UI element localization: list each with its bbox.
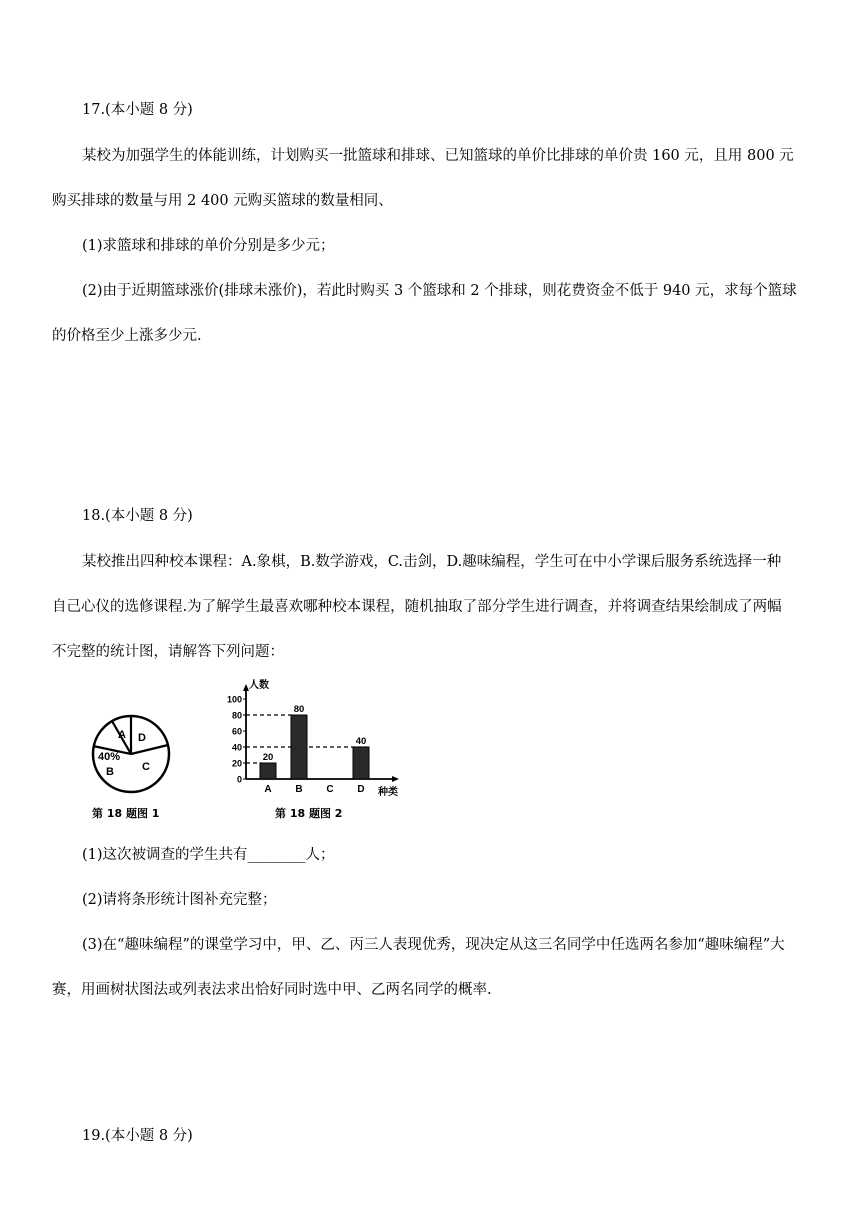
q17-part2-line1: (2)由于近期篮球涨价(排球未涨价)，若此时购买 3 个篮球和 2 个排球，则花费资金不低于 940 元，求每个篮球 [82, 283, 797, 299]
y-tick-label: 100 [226, 694, 242, 705]
y-tick-label: 0 [236, 774, 242, 785]
y-axis-label: 人数 [249, 680, 269, 691]
bar-b [291, 715, 307, 779]
q18-stem-line1: 某校推出四种校本课程：A.象棋，B.数学游戏，C.击剑，D.趣味编程，学生可在中小学课后服务系统选择一种 [82, 554, 782, 570]
x-tick-label: D [357, 784, 365, 795]
q18-part1: (1)这次被调查的学生共有________人； [82, 847, 335, 863]
bar-figure [222, 676, 412, 800]
q18-stem-line3: 不完整的统计图，请解答下列问题： [52, 644, 284, 660]
q17-heading: 17.(本小题 8 分) [82, 102, 193, 118]
pie-label-b: B [106, 766, 114, 778]
q17-part1: (1)求篮球和排球的单价分别是多少元； [82, 238, 335, 254]
bar-d [353, 747, 369, 779]
q18-part3-line1: (3)在“趣味编程”的课堂学习中，甲、乙、丙三人表现优秀，现决定从这三名同学中任选两名参加“趣味编程”大 [82, 937, 785, 953]
bar-chart-svg [222, 676, 412, 800]
fig2-caption: 第 18 题图 2 [275, 807, 343, 820]
bar-data-label: 40 [355, 736, 367, 747]
x-tick-label: B [295, 784, 303, 795]
q18-heading: 18.(本小题 8 分) [82, 508, 193, 524]
y-tick-label: 20 [231, 758, 242, 769]
x-ticks [264, 784, 364, 795]
fig1-caption: 第 18 题图 1 [92, 807, 160, 820]
pie-label-percent: 40% [98, 751, 121, 763]
q17-stem-line1: 某校为加强学生的体能训练，计划购买一批篮球和排球、已知篮球的单价比排球的单价贵 160 元，且用 800 元 [82, 148, 794, 164]
bar-data-label: 80 [293, 704, 305, 715]
pie-label-d: D [138, 732, 146, 744]
y-tick-label: 80 [231, 710, 242, 721]
bar-a [260, 763, 276, 779]
q19-heading: 19.(本小题 8 分) [82, 1128, 193, 1144]
x-axis-arrow [392, 776, 399, 782]
q17-stem-line2: 购买排球的数量与用 2 400 元购买篮球的数量相同、 [52, 193, 393, 209]
pie-label-a: A [118, 729, 126, 741]
q18-part2: (2)请将条形统计图补充完整； [82, 892, 277, 908]
x-tick-label: A [264, 784, 272, 795]
y-ticks [227, 695, 246, 785]
y-tick-label: 40 [231, 742, 242, 753]
x-tick-label: C [326, 784, 334, 795]
q18-stem-line2: 自己心仪的选修课程.为了解学生最喜欢哪种校本课程，随机抽取了部分学生进行调查，并将调查结果绘制成了两幅 [52, 599, 782, 615]
pie-label-c: C [142, 761, 150, 773]
y-tick-label: 60 [231, 726, 242, 737]
x-axis-label: 种类 [378, 787, 398, 798]
q18-part3-line2: 赛，用画树状图法或列表法求出恰好同时选中甲、乙两名同学的概率. [52, 982, 492, 998]
q17-part2-line2: 的价格至少上涨多少元. [52, 328, 202, 344]
bar-data-label: 20 [262, 752, 274, 763]
